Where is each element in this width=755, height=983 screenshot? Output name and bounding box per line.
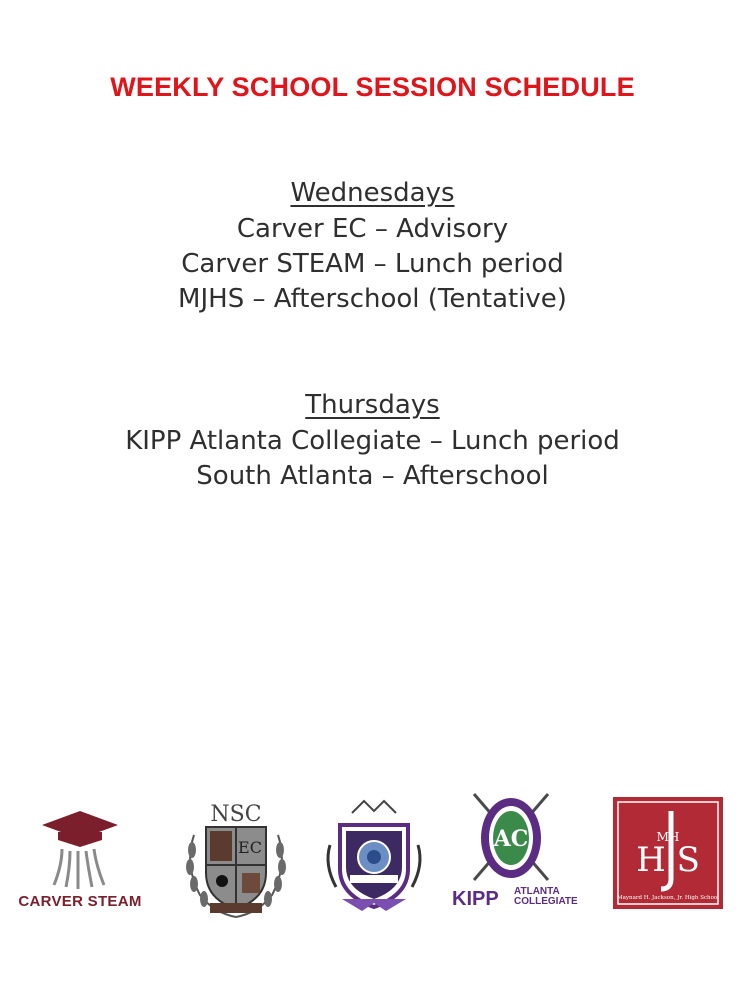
page-title: WEEKLY SCHOOL SESSION SCHEDULE <box>110 72 635 102</box>
svg-text:NSC: NSC <box>210 802 262 827</box>
mjhs-monogram-icon <box>613 797 723 909</box>
graduation-cap-icon <box>10 805 150 893</box>
day-heading: Wednesdays <box>290 178 455 208</box>
kipp-subtitle-line: ATLANTA <box>514 886 560 897</box>
session-line: KIPP Atlanta Collegiate – Lunch period <box>125 426 620 456</box>
carver-steam-wordmark: CARVER STEAM <box>18 893 142 910</box>
svg-text:EC: EC <box>238 838 262 857</box>
carver-ec-crest-logo <box>180 795 292 923</box>
carver-steam-logo <box>10 805 150 915</box>
kipp-atlanta-collegiate-logo <box>452 790 578 915</box>
svg-text:MH: MH <box>656 830 680 844</box>
session-line: MJHS – Afterschool (Tentative) <box>178 284 567 314</box>
session-line: South Atlanta – Afterschool <box>196 461 549 491</box>
south-atlanta-crest-logo <box>322 795 427 915</box>
svg-text:AC: AC <box>493 826 529 852</box>
kipp-wordmark: KIPP <box>452 888 499 910</box>
crest-shield-icon <box>180 795 292 923</box>
svg-text:H S: H S <box>636 840 700 880</box>
schedule-day-wednesdays <box>0 176 745 317</box>
mjhs-caption: Maynard H. Jackson, Jr. High School <box>617 895 719 901</box>
kipp-shield-icon <box>452 790 570 886</box>
schedule-day-thursdays <box>0 388 745 494</box>
session-line: Carver STEAM – Lunch period <box>181 249 564 279</box>
kipp-subtitle-line: COLLEGIATE <box>514 896 578 907</box>
mjhs-logo <box>613 797 723 909</box>
crest-shield-icon <box>322 795 427 915</box>
session-line: Carver EC – Advisory <box>236 214 509 244</box>
day-heading: Thursdays <box>305 390 440 420</box>
kipp-subtitle <box>514 887 578 907</box>
